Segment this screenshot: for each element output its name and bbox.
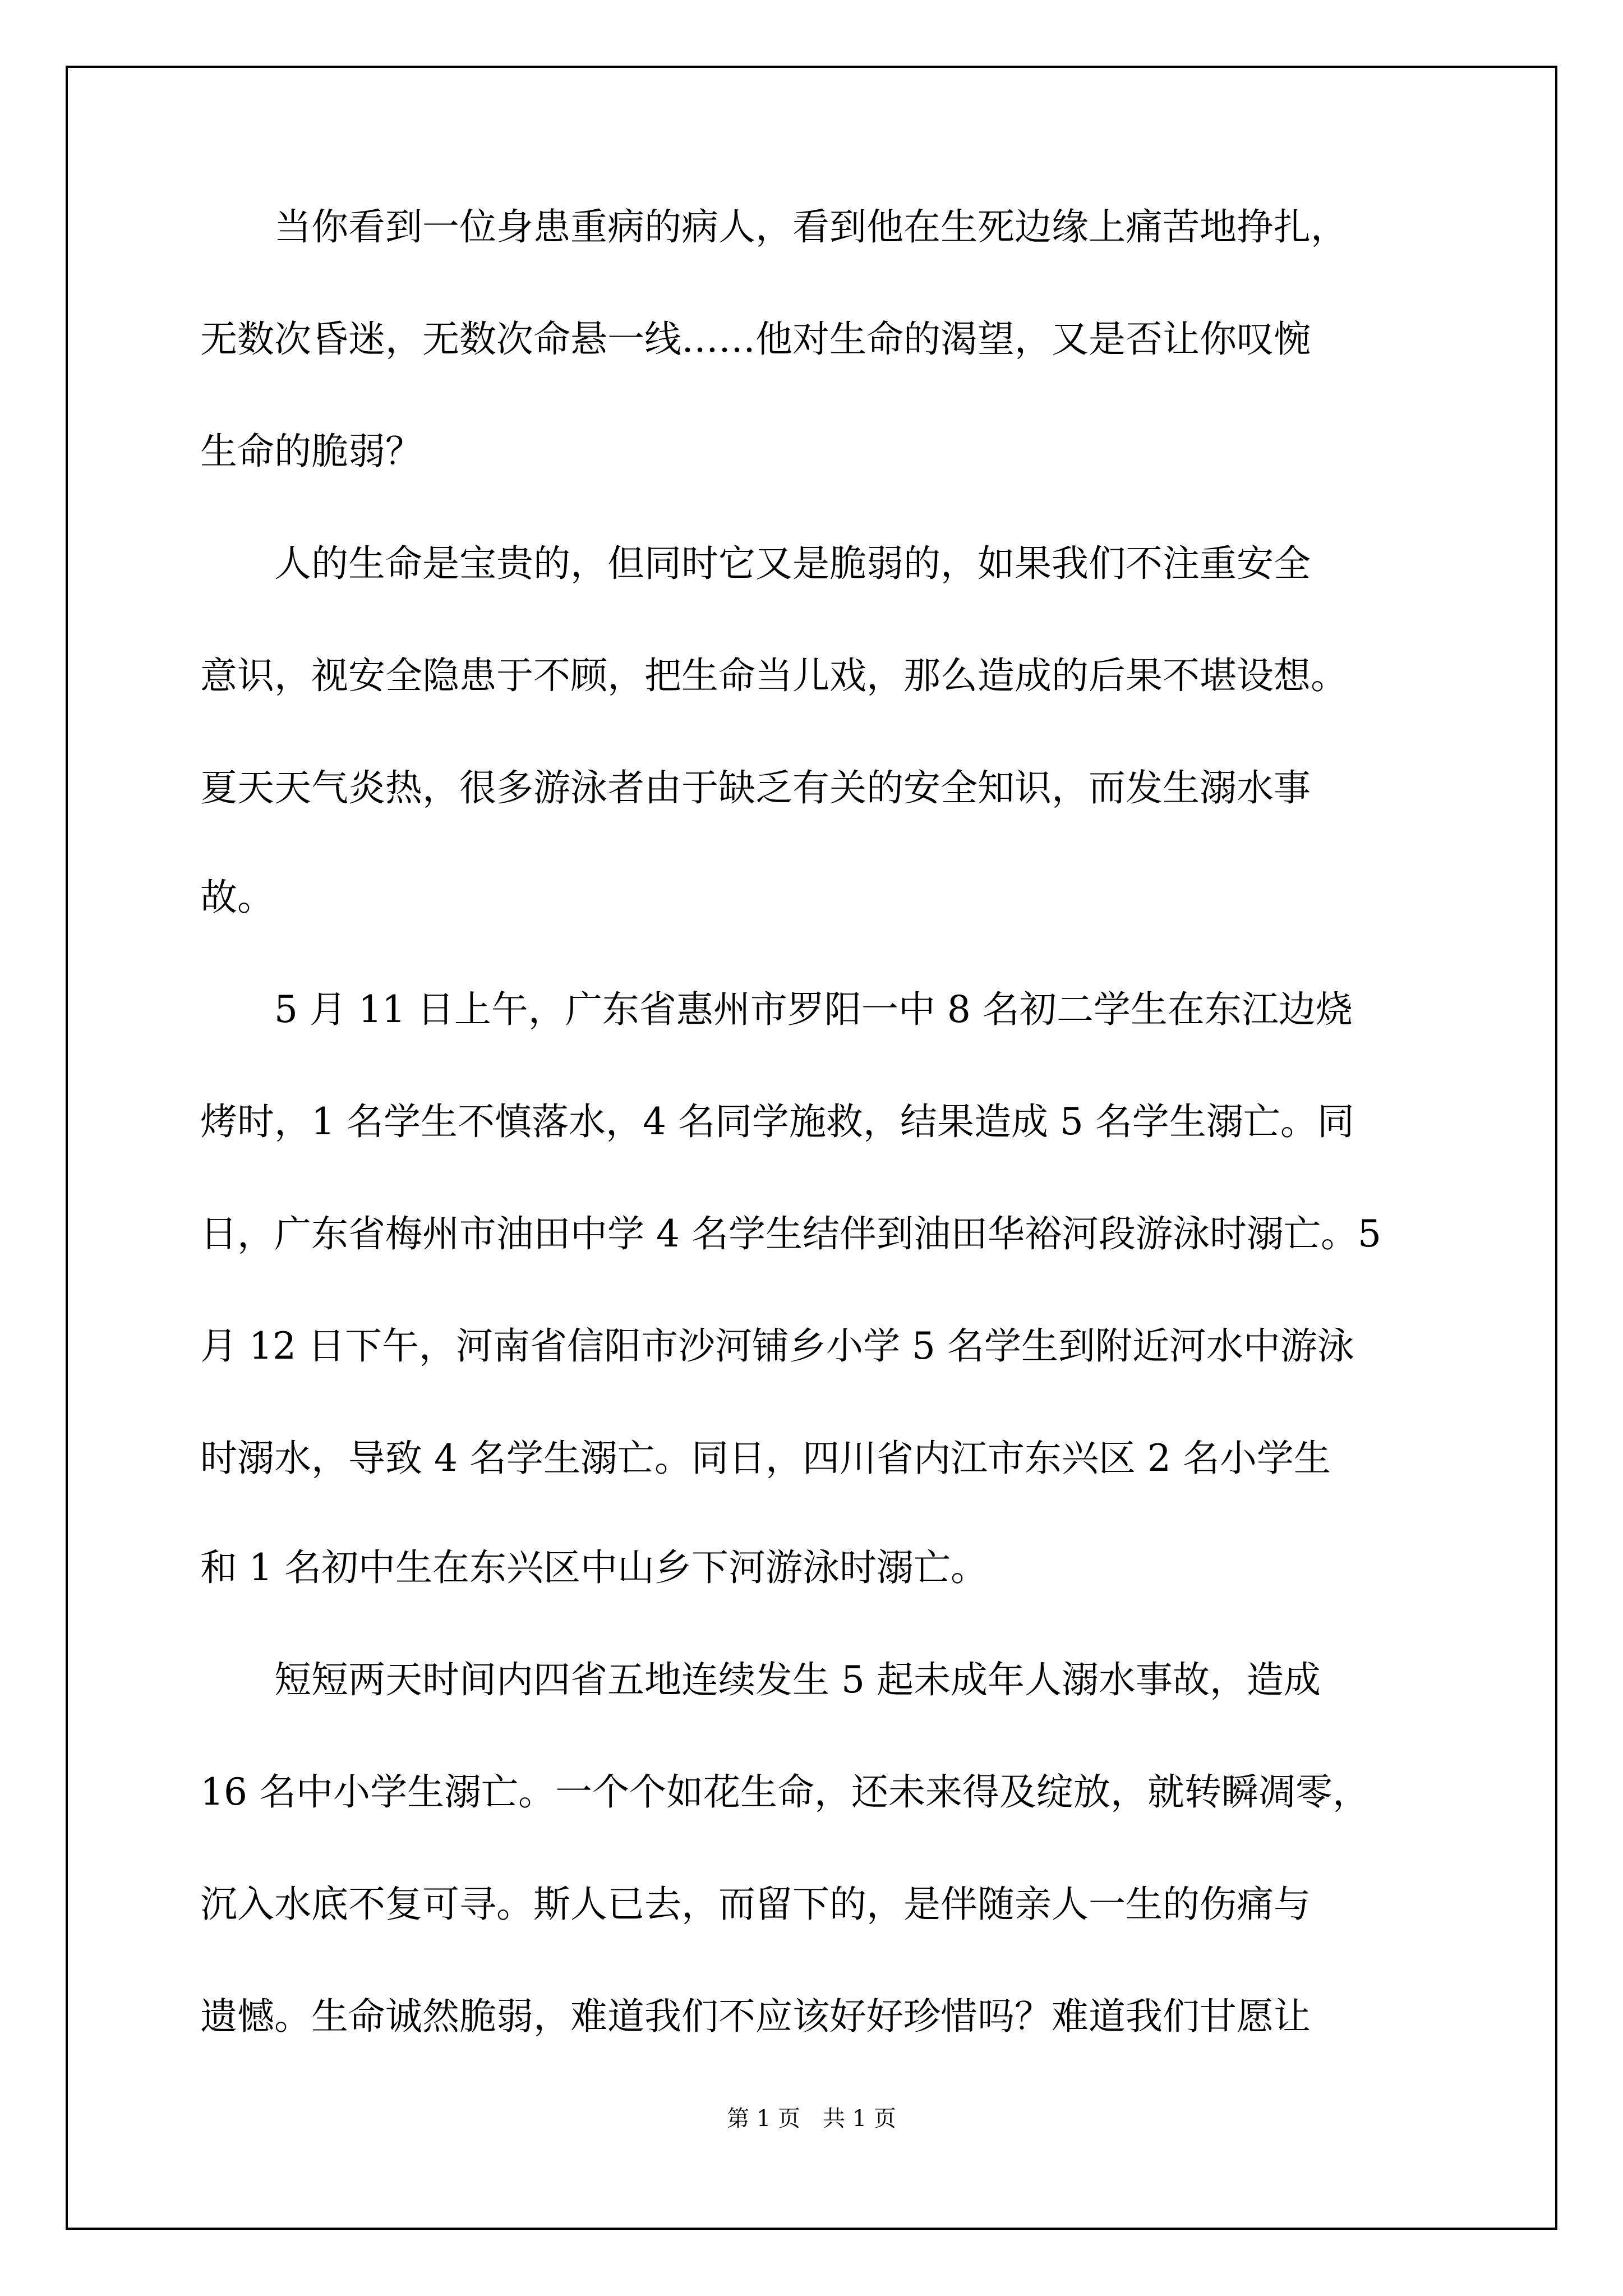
text-line: 人的生命是宝贵的，但同时它又是脆弱的，如果我们不注重安全 — [200, 542, 1311, 585]
text-line: 烤时，1 名学生不慎落水，4 名同学施救，结果造成 5 名学生溺亡。同 — [200, 1100, 1354, 1143]
text-line: 和 1 名初中生在东兴区中山乡下河游泳时溺亡。 — [200, 1546, 988, 1589]
page-number: 第 1 页 — [727, 2106, 800, 2132]
text-line: 故。 — [200, 876, 274, 919]
text-line: 夏天天气炎热，很多游泳者由于缺乏有关的安全知识，而发生溺水事 — [200, 766, 1311, 809]
text-line: 当你看到一位身患重病的病人，看到他在生死边缘上痛苦地挣扎， — [200, 205, 1348, 249]
text-line: 沉入水底不复可寻。斯人已去，而留下的，是伴随亲人一生的伤痛与 — [200, 1883, 1311, 1926]
page-footer — [0, 2105, 1623, 2133]
text-line: 意识，视安全隐患于不顾，把生命当儿戏，那么造成的后果不堪设想。 — [200, 654, 1348, 697]
text-line: 5 月 11 日上午，广东省惠州市罗阳一中 8 名初二学生在东江边烧 — [200, 988, 1353, 1031]
text-line: 日，广东省梅州市油田中学 4 名学生结伴到油田华裕河段游泳时溺亡。5 — [200, 1212, 1381, 1255]
text-line: 时溺水，导致 4 名学生溺亡。同日，四川省内江市东兴区 2 名小学生 — [200, 1437, 1331, 1480]
text-line: 遗憾。生命诚然脆弱，难道我们不应该好好珍惜吗？难道我们甘愿让 — [200, 1995, 1311, 2038]
text-line: 无数次昏迷，无数次命悬一线……他对生命的渴望，又是否让你叹惋 — [200, 318, 1311, 361]
page-total: 共 1 页 — [823, 2106, 896, 2132]
text-line: 短短两天时间内四省五地连续发生 5 起未成年人溺水事故，造成 — [200, 1658, 1321, 1701]
text-line: 月 12 日下午，河南省信阳市沙河铺乡小学 5 名学生到附近河水中游泳 — [200, 1324, 1354, 1368]
text-line: 生命的脆弱？ — [200, 430, 422, 473]
text-line: 16 名中小学生溺亡。一个个如花生命，还未来得及绽放，就转瞬凋零， — [200, 1770, 1370, 1814]
